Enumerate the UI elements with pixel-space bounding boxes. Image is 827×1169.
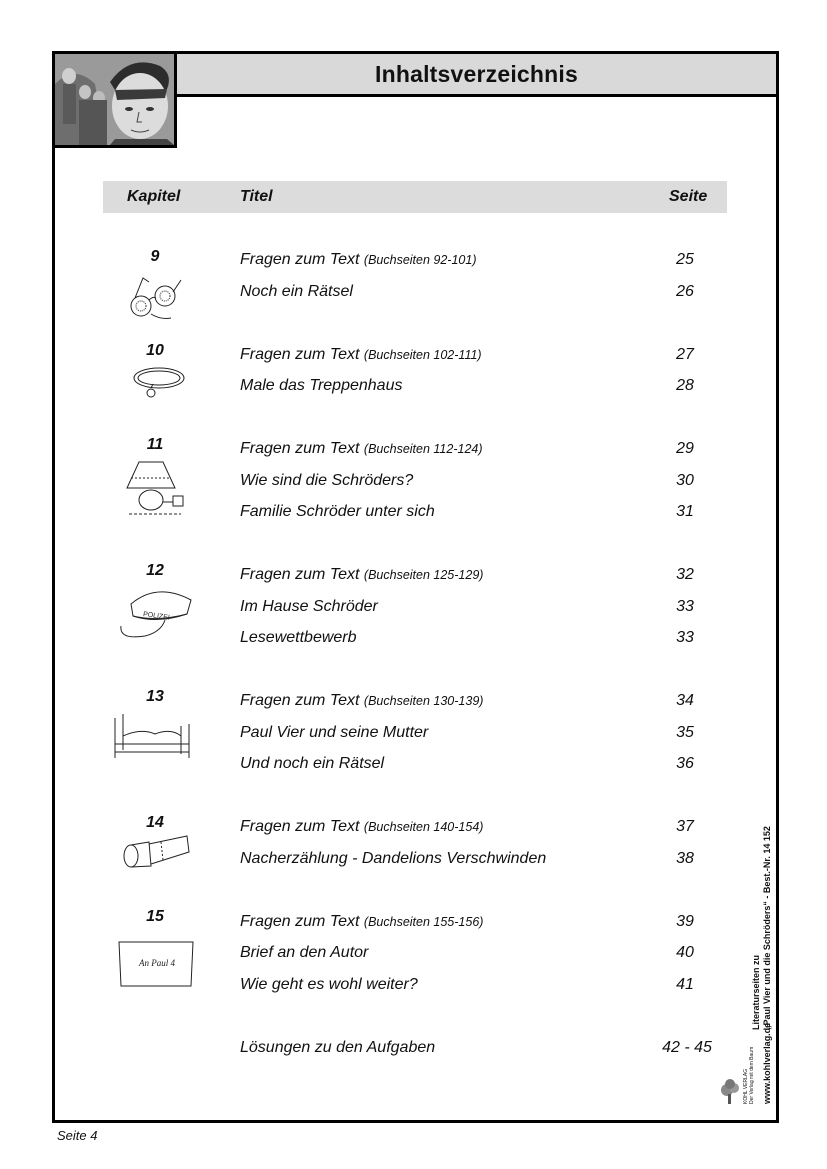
toc-entry: Fragen zum Text (Buchseiten 112-124) [240, 440, 483, 457]
necklace-icon [131, 364, 187, 405]
chapter-number: 10 [146, 342, 164, 359]
toc-page: 25 [676, 251, 694, 268]
toc-entry: Brief an den Autor [240, 944, 369, 961]
toc-page: 32 [676, 566, 694, 583]
toc-entry: Lesewettbewerb [240, 629, 357, 646]
toc-entry: Nacherzählung - Dandelions Verschwinden [240, 850, 547, 867]
toc-entry: Noch ein Rätsel [240, 283, 353, 300]
toc-page: 29 [676, 440, 694, 457]
svg-text:POLIZEI: POLIZEI [142, 611, 171, 622]
publisher-tagline: Der Verlag mit dem Baum [749, 1046, 755, 1104]
sidebar-line1: Literaturseiten zu [751, 954, 761, 1030]
toc-page: 36 [676, 755, 694, 772]
flashlight-icon [121, 834, 193, 875]
solutions-entry: Lösungen zu den Aufgaben [240, 1039, 436, 1056]
toc-entry: Fragen zum Text (Buchseiten 140-154) [240, 818, 484, 835]
bed-icon [111, 714, 195, 765]
column-header-row [103, 181, 727, 213]
page-number-footer: Seite 4 [57, 1128, 98, 1143]
letter-icon [117, 940, 195, 993]
page-title: Inhaltsverzeichnis [374, 60, 578, 87]
toc-page: 26 [676, 283, 694, 300]
publisher-tree-logo [719, 1078, 741, 1111]
toc-entry: Paul Vier und seine Mutter [240, 724, 429, 741]
toc-entry: Fragen zum Text (Buchseiten 125-129) [240, 566, 484, 583]
publisher-name: KOHL VERLAG [743, 1068, 749, 1104]
toc-page: 33 [676, 629, 694, 646]
chapter-number: 14 [146, 814, 164, 831]
toc-entry: Fragen zum Text (Buchseiten 130-139) [240, 692, 484, 709]
toc-entry: Fragen zum Text (Buchseiten 155-156) [240, 913, 484, 930]
column-header-chapter: Kapitel [127, 188, 181, 205]
toc-entry: Fragen zum Text (Buchseiten 92-101) [240, 251, 477, 268]
svg-text:An Paul 4: An Paul 4 [139, 958, 175, 968]
publisher-sidebar [743, 799, 775, 1104]
toc-page: 37 [676, 818, 694, 835]
sidebar-line2: „Paul Vier und die Schröders“ - Best.-Nr. 14 152 [762, 826, 772, 1030]
solutions-page: 42 - 45 [662, 1039, 712, 1056]
chapter-number: 11 [146, 436, 164, 453]
toc-entry: Wie geht es wohl weiter? [240, 976, 418, 993]
toc-entry: Und noch ein Rätsel [240, 755, 385, 772]
chapter-number: 15 [146, 908, 164, 925]
glasses-icon [127, 274, 189, 327]
title-bar [177, 54, 776, 97]
column-header-title: Titel [240, 188, 273, 205]
toc-page: 28 [676, 377, 694, 394]
toc-entry: Im Hause Schröder [240, 598, 378, 615]
toc-page: 38 [676, 850, 694, 867]
publisher-website: www.kohlverlag.de [762, 1022, 772, 1104]
chapter-number: 12 [146, 562, 164, 579]
column-header-page: Seite [669, 188, 708, 205]
toc-page: 34 [676, 692, 694, 709]
toc-entry: Fragen zum Text (Buchseiten 102-111) [240, 346, 482, 363]
toc-page: 40 [676, 944, 694, 961]
toc-entry: Male das Treppenhaus [240, 377, 403, 394]
toc-page: 41 [676, 976, 694, 993]
chapter-number: 13 [146, 688, 164, 705]
toc-page: 30 [676, 472, 694, 489]
toc-page: 31 [676, 503, 694, 520]
toc-entry: Wie sind die Schröders? [240, 472, 414, 489]
toc-page: 39 [676, 913, 694, 930]
lamp-icon [121, 458, 189, 525]
toc-page: 35 [676, 724, 694, 741]
page-frame [52, 51, 779, 1123]
book-cover-illustration [55, 54, 177, 148]
toc-entry: Familie Schröder unter sich [240, 503, 435, 520]
toc-page: 33 [676, 598, 694, 615]
chapter-number: 9 [150, 248, 160, 265]
police-cap-icon [117, 586, 195, 647]
toc-page: 27 [676, 346, 694, 363]
